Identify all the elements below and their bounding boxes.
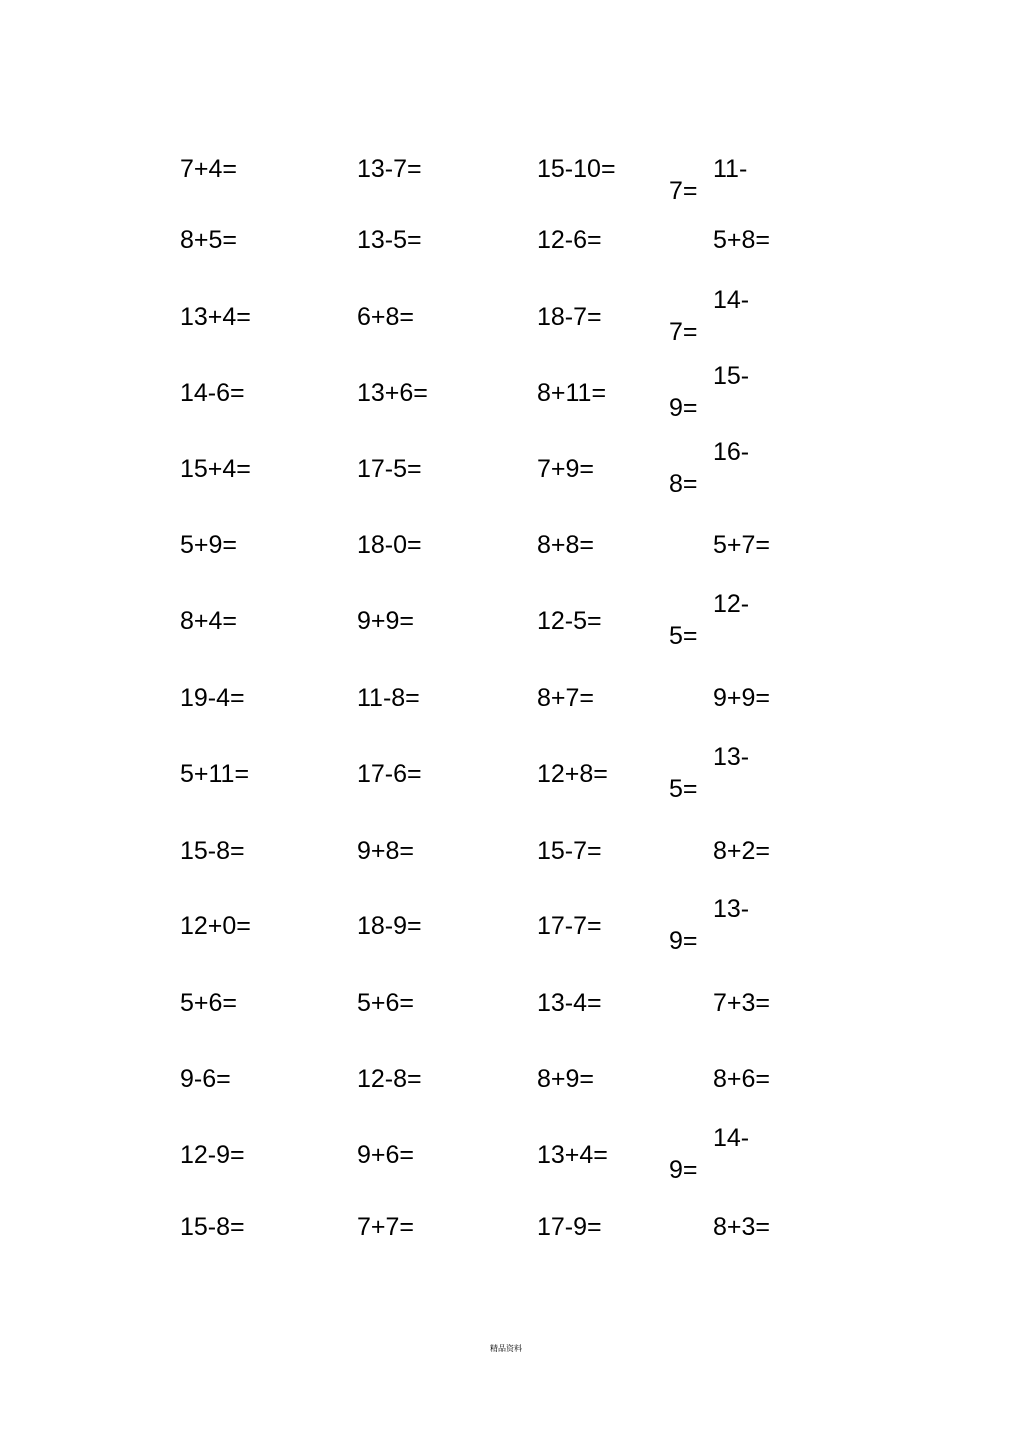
problem-col-1: 19-4= [180,684,245,712]
problem-col-4: 9+9= [713,684,771,712]
problem-col-3: 13+4= [537,1141,608,1169]
footer-caption: 精品资料 [490,1344,522,1353]
problem-col-1: 7+4= [180,155,238,183]
problem-col-4-head: 13- [713,895,750,923]
problem-col-4-tail: 5= [669,775,698,803]
problem-col-2: 17-6= [357,760,422,788]
problem-row [0,286,1024,378]
problem-col-3: 15-7= [537,837,602,865]
problem-col-3: 18-7= [537,303,602,331]
problem-col-4-tail: 5= [669,622,698,650]
problem-col-4-head: 14- [713,1124,750,1152]
problem-col-3: 13-4= [537,989,602,1017]
problem-row [0,1064,1024,1140]
problem-row [0,683,1024,759]
problem-col-2: 9+8= [357,837,415,865]
problem-col-1: 8+5= [180,226,238,254]
problem-col-3: 8+7= [537,684,595,712]
problem-col-2: 12-8= [357,1065,422,1093]
problem-col-4-tail-clipped [669,177,709,205]
problem-col-4: 5+7= [713,531,771,559]
problem-row [0,988,1024,1064]
problem-col-3: 12-6= [537,226,602,254]
problem-col-3: 17-7= [537,912,602,940]
problem-row [0,154,1024,230]
problem-col-1: 12-9= [180,1141,245,1169]
problem-row [0,362,1024,454]
problem-row [0,438,1024,530]
problem-col-2: 6+8= [357,303,415,331]
problem-col-1: 9-6= [180,1065,231,1093]
problem-col-2: 18-0= [357,531,422,559]
problem-col-4: 8+3= [713,1213,771,1241]
problem-col-2: 11-8= [357,684,420,712]
problem-col-2: 9+6= [357,1141,415,1169]
problem-row [0,225,1024,301]
problem-row [0,836,1024,912]
problem-col-4-tail: 9= [669,394,698,422]
problem-col-2: 5+6= [357,989,415,1017]
problem-col-3: 17-9= [537,1213,602,1241]
problem-col-1: 5+9= [180,531,238,559]
problem-row [0,1212,1024,1288]
problem-col-3: 8+8= [537,531,595,559]
problem-col-4-head: 13- [713,743,750,771]
problem-col-4-head: 16- [713,438,750,466]
problem-col-2: 17-5= [357,455,422,483]
problem-col-2: 7+7= [357,1213,415,1241]
problem-col-2: 18-9= [357,912,422,940]
problem-col-4: 8+6= [713,1065,771,1093]
problem-col-3: 7+9= [537,455,595,483]
problem-row [0,895,1024,987]
problem-col-1: 15+4= [180,455,251,483]
problem-col-4: 8+2= [713,837,771,865]
problem-col-4-tail: 9= [669,1156,698,1184]
problem-col-1: 5+6= [180,989,238,1017]
problem-col-2: 13-7= [357,155,422,183]
problem-col-1: 15-8= [180,1213,245,1241]
problem-col-4-tail: 8= [669,470,698,498]
problem-col-3: 8+11= [537,379,607,407]
problem-col-1: 13+4= [180,303,251,331]
problem-col-4-tail: 7= [669,177,698,205]
problem-col-3: 12+8= [537,760,608,788]
problem-col-2: 13+6= [357,379,428,407]
problem-col-1: 8+4= [180,607,238,635]
problem-col-1: 12+0= [180,912,251,940]
problem-col-4-tail: 7= [669,318,698,346]
problem-col-4-head: 15- [713,362,750,390]
problem-col-3: 12-5= [537,607,602,635]
problem-col-3: 15-10= [537,155,616,183]
problem-col-4-head: 14- [713,286,750,314]
problem-col-2: 13-5= [357,226,422,254]
problem-col-4-tail: 9= [669,927,698,955]
problem-col-4: 7+3= [713,989,771,1017]
problem-row [0,743,1024,835]
problem-col-1: 5+11= [180,760,250,788]
problem-row [0,1124,1024,1216]
problem-col-3: 8+9= [537,1065,595,1093]
problem-col-1: 15-8= [180,837,245,865]
problem-col-4-head: 12- [713,590,750,618]
problem-col-4: 5+8= [713,226,771,254]
problem-col-1: 14-6= [180,379,245,407]
problem-row [0,530,1024,606]
problem-col-2: 9+9= [357,607,415,635]
problem-col-4-head: 11- [713,155,748,183]
problem-row [0,590,1024,682]
